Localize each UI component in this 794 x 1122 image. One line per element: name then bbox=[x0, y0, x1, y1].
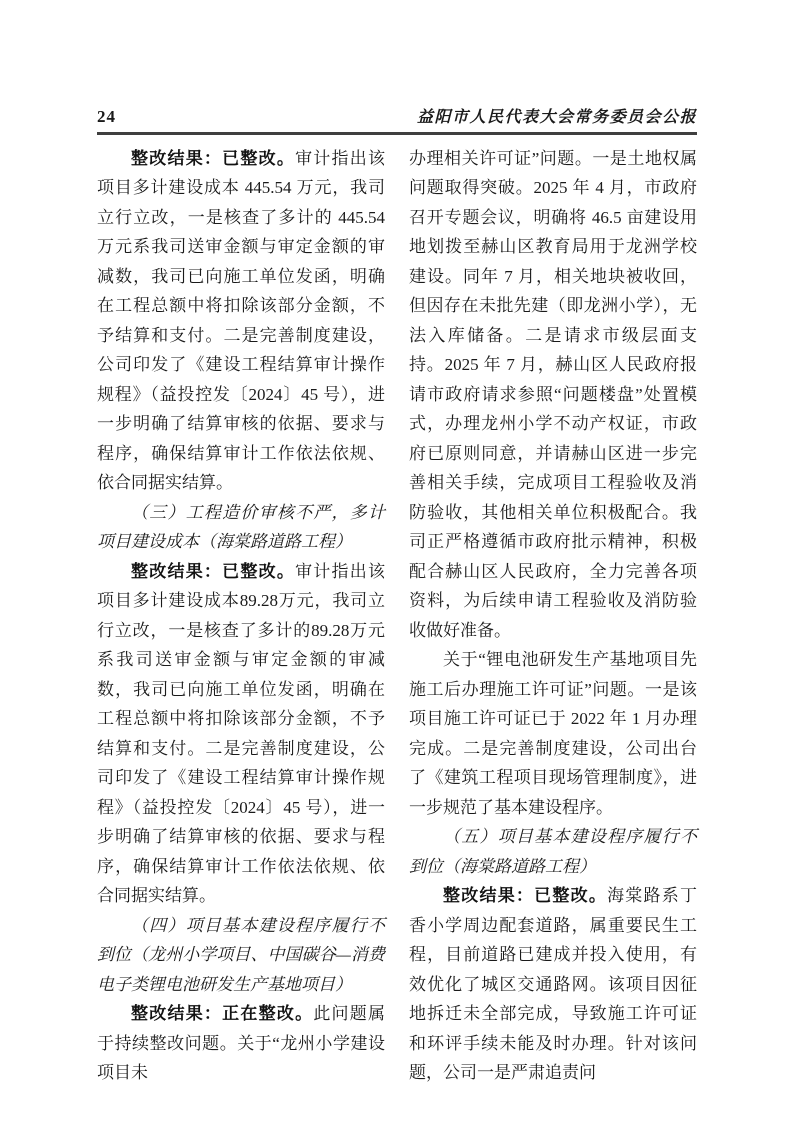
page-content bbox=[97, 104, 697, 1088]
page-header bbox=[97, 104, 697, 127]
paragraph: 整改结果：已整改。审计指出该项目多计建设成本89.28万元，我司立行立改，一是核查了多计的89.28万元系我司送审金额与审定金额的审减数，我司已向施工单位发函，明确在工程总额中将扣除该部分金额，不予结算和支付。二是完善制度建设，公司印发了《建设工程结算审计操作规程》（益投控发〔2024〕45 号），进一步明确了结算审核的依据、要求与程序，确保结算审计工作依法依规、依合同据实结算。 bbox=[97, 561, 386, 905]
result-lead: 整改结果：已整改。 bbox=[131, 148, 296, 168]
left-column bbox=[97, 144, 385, 1088]
paragraph: 整改结果：正在整改。此问题属于持续整改问题。关于“龙州小学建设项目未 bbox=[97, 1004, 386, 1082]
result-lead: 整改结果：已整改。 bbox=[131, 561, 296, 581]
two-column-text bbox=[97, 144, 697, 1088]
page-number: 24 bbox=[97, 107, 116, 126]
right-column bbox=[409, 144, 697, 1088]
paragraph: 整改结果：已整改。审计指出该项目多计建设成本 445.54 万元，我司立行立改，一是核查了多计的 445.54 万元系我司送审金额与审定金额的审减数，我司已向施工单位发函，明确在工程总额中将扣除该部分金额，不予结算和支付。二是完善制度建设，公司印发了《建设工程结算审计操作规程》（益投控发〔2024〕45 号），进一步明确了结算审核的依据、要求与程序，确保结算审计工作依法依规、依合同据实结算。 bbox=[97, 148, 386, 492]
header-rule bbox=[97, 132, 697, 135]
result-lead: 整改结果：正在整改。 bbox=[131, 1004, 314, 1023]
paragraph: 办理相关许可证”问题。一是土地权属问题取得突破。2025 年 4 月，市政府召开专题会议，明确将 46.5 亩建设用地划拨至赫山区教育局用于龙洲学校建设。同年 7 月，相关地块被收回，但因存在未批先建（即龙洲小学），无法入库储备。二是请求市级层面支持。2025 年 7 月，赫山区人民政府报请市政府请求参照“问题楼盘”处置模式，办理龙州小学不动产权证，市政府已原则同意，并请赫山区进一步完善相关手续，完成项目工程验收及消防验收，其他相关单位积极配合。我司正严格遵循市政府批示精神，积极配合赫山区人民政府，全力完善各项资料，为后续申请工程验收及消防验收做好准备。 bbox=[409, 148, 697, 640]
section-heading: （四）项目基本建设程序履行不到位（龙州小学项目、中国碳谷—消费电子类锂电池研发生产基地项目） bbox=[97, 915, 385, 994]
paragraph: 整改结果：已整改。海棠路系丁香小学周边配套道路，属重要民生工程，目前道路已建成并投入使用，有效优化了城区交通路网。该项目因征地拆迁未全部完成，导致施工许可证和环评手续未能及时办理。针对该问题，公司一是严肃追责问 bbox=[409, 886, 698, 1082]
section-heading: （三）工程造价审核不严，多计项目建设成本（海棠路道路工程） bbox=[97, 502, 385, 551]
paragraph: 关于“锂电池研发生产基地项目先施工后办理施工许可证”问题。一是该项目施工许可证已于 2022 年 1 月办理完成。二是完善制度建设，公司出台了《建筑工程项目现场管理制度》，进一步规范了基本建设程序。 bbox=[409, 650, 697, 817]
section-heading: （五）项目基本建设程序履行不到位（海棠路道路工程） bbox=[409, 827, 697, 876]
result-lead: 整改结果：已整改。 bbox=[443, 886, 608, 905]
header-title: 益阳市人民代表大会常务委员会公报 bbox=[416, 109, 697, 126]
